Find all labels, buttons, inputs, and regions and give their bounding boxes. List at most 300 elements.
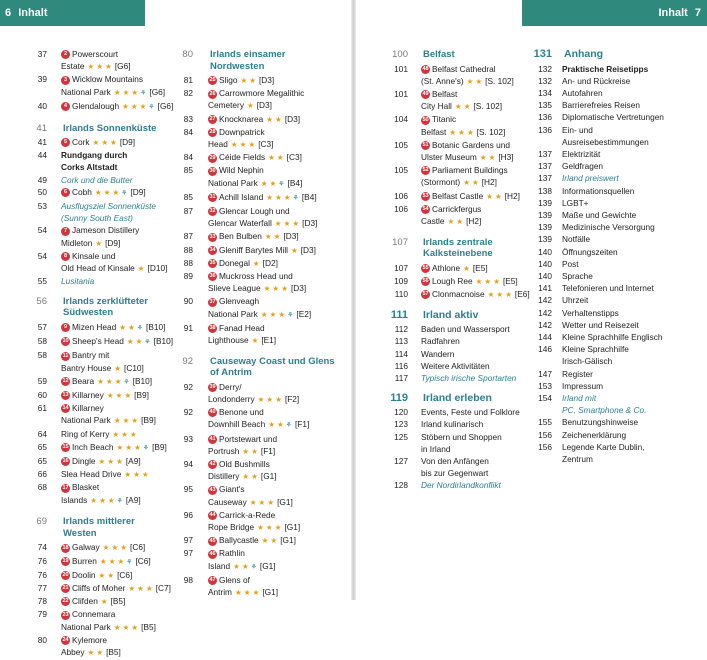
page-header-left	[0, 0, 145, 26]
toc-entry[interactable]	[171, 218, 336, 230]
sight-number-badge: 12	[62, 378, 69, 385]
toc-entry[interactable]	[520, 247, 685, 258]
star-rating-icon: ★	[291, 245, 298, 255]
star-rating-icon: ★	[100, 597, 108, 607]
page-number: 41	[37, 137, 47, 148]
toc-entry[interactable]	[171, 522, 336, 534]
star-rating-icon: ★ ★	[260, 178, 277, 188]
page-number: 57	[37, 321, 47, 332]
page-number: 107	[394, 262, 408, 273]
star-rating-icon: ★ ★ ★	[99, 556, 125, 566]
page-number: 123	[394, 419, 408, 430]
sight-number-badge: 31	[209, 194, 216, 201]
page-number: 58	[37, 350, 47, 361]
entry-title: Cork	[72, 137, 90, 148]
toc-entry[interactable]	[378, 373, 518, 384]
toc-entry[interactable]	[26, 376, 171, 389]
sight-number-badge: 43	[209, 486, 216, 493]
star-rating-icon: ★ ★ ★	[449, 127, 474, 137]
map-grid-reference: [E5]	[472, 262, 488, 273]
entry-title: Island	[208, 560, 231, 571]
toc-entry[interactable]	[171, 407, 336, 418]
page-number: 87	[183, 206, 193, 217]
toc-entry[interactable]	[26, 61, 171, 73]
toc-entry[interactable]	[171, 484, 336, 495]
toc-entry[interactable]	[26, 49, 171, 60]
toc-entry[interactable]	[520, 295, 685, 306]
toc-entry[interactable]	[378, 480, 518, 491]
toc-entry[interactable]	[26, 175, 171, 186]
toc-entry[interactable]	[378, 324, 518, 335]
toc-entry[interactable]	[378, 101, 518, 113]
map-grid-reference: [G1]	[262, 587, 279, 598]
toc-entry[interactable]	[26, 415, 171, 427]
toc-entry[interactable]	[26, 201, 171, 212]
toc-entry[interactable]	[26, 647, 171, 659]
toc-entry[interactable]	[26, 100, 174, 114]
sight-number-badge: 6	[61, 188, 70, 197]
entry-title: Blasket	[72, 482, 100, 493]
page-number: 134	[538, 87, 552, 98]
entry-title: Portstewart und	[219, 433, 278, 444]
toc-entry[interactable]	[171, 394, 336, 406]
toc-entry[interactable]	[520, 308, 685, 319]
toc-entry[interactable]	[520, 430, 685, 441]
star-rating-icon: ★ ★	[242, 446, 258, 456]
toc-entry[interactable]	[26, 390, 171, 402]
toc-entry[interactable]	[26, 263, 171, 275]
sight-number-badge: 17	[62, 484, 69, 491]
toc-entry[interactable]	[520, 259, 685, 270]
entry-title: Wicklow Mountains	[72, 74, 144, 85]
toc-entry[interactable]	[26, 322, 171, 335]
toc-entry[interactable]	[26, 570, 171, 582]
sight-number-badge: 39	[209, 384, 216, 391]
star-rating-icon: ★ ★	[126, 337, 143, 347]
star-rating-icon: ★ ★ ★	[122, 101, 147, 111]
section-heading	[378, 237, 518, 260]
map-grid-reference: [S. 102]	[476, 126, 506, 137]
page-number: 117	[394, 373, 408, 384]
sight-number-badge: 25	[209, 77, 216, 84]
book-gutter	[351, 0, 356, 600]
nature-icon: ⚘	[276, 180, 285, 188]
map-grid-reference: [B10]	[146, 321, 166, 332]
toc-entry[interactable]	[26, 596, 171, 608]
toc-entry[interactable]	[171, 75, 336, 87]
page-number: 156	[538, 429, 552, 440]
page-number: 113	[394, 336, 408, 347]
toc-entry[interactable]	[26, 542, 171, 554]
toc-entry[interactable]	[520, 173, 685, 184]
toc-entry[interactable]	[171, 88, 336, 99]
sight-number-badge: 35	[209, 260, 216, 267]
entry-title: LGBT+	[562, 197, 589, 208]
toc-entry[interactable]	[171, 335, 336, 347]
toc-entry[interactable]	[378, 152, 518, 164]
toc-entry[interactable]	[26, 276, 171, 287]
entry-title: Donegal	[219, 257, 250, 268]
toc-entry[interactable]	[26, 213, 171, 224]
page-number: 79	[37, 609, 47, 620]
star-rating-icon: ★ ★ ★	[102, 543, 128, 553]
toc-entry[interactable]	[171, 231, 336, 243]
star-rating-icon: ★ ★ ★	[113, 87, 139, 97]
toc-entry[interactable]	[378, 432, 518, 443]
toc-entry[interactable]	[171, 283, 336, 295]
toc-entry[interactable]	[520, 234, 685, 245]
page-number: 128	[394, 480, 408, 491]
map-grid-reference: [C6]	[117, 569, 133, 580]
entry-title: PC, Smartphone & Co.	[562, 405, 647, 416]
toc-entry[interactable]	[26, 583, 171, 595]
toc-entry[interactable]	[378, 127, 518, 139]
page-number: 83	[183, 113, 193, 124]
toc-entry[interactable]	[26, 87, 171, 100]
toc-entry[interactable]	[171, 497, 336, 509]
toc-entry[interactable]	[520, 210, 685, 221]
sight-number-badge: 18	[62, 544, 69, 551]
entry-title: (Stormont)	[421, 177, 461, 188]
toc-entry[interactable]	[171, 535, 336, 547]
toc-entry[interactable]	[520, 442, 685, 453]
toc-entry[interactable]	[171, 459, 336, 470]
toc-entry[interactable]	[378, 76, 518, 88]
entry-title: in Irland	[421, 443, 451, 454]
page-number: 97	[183, 535, 193, 546]
toc-entry[interactable]	[520, 417, 685, 428]
toc-entry[interactable]	[171, 206, 336, 217]
entry-title: Wandern	[421, 348, 455, 359]
entry-title: Maße und Gewichte	[562, 209, 637, 220]
entry-title: Lighthouse	[208, 335, 249, 346]
toc-entry[interactable]	[26, 469, 171, 481]
entry-title: National Park	[61, 415, 111, 426]
page-number: 154	[538, 392, 552, 403]
toc-entry[interactable]	[171, 323, 336, 334]
toc-entry[interactable]	[378, 165, 518, 176]
toc-entry[interactable]	[26, 350, 171, 361]
toc-entry[interactable]	[520, 125, 685, 136]
entry-title: National Park	[61, 86, 111, 97]
entry-title: Antrim	[208, 587, 232, 598]
sight-number-badge: 13	[62, 392, 69, 399]
toc-entry[interactable]	[26, 187, 171, 200]
toc-entry[interactable]	[171, 419, 336, 432]
page-number: 94	[183, 458, 193, 469]
map-grid-reference: [B10]	[132, 375, 153, 386]
entry-title: Post	[562, 258, 579, 269]
page-number: 87	[183, 231, 193, 242]
map-grid-reference: [A9]	[125, 455, 141, 466]
toc-entry[interactable]	[26, 482, 171, 493]
section-heading	[26, 123, 171, 135]
toc-entry[interactable]	[378, 89, 518, 100]
toc-entry[interactable]	[520, 198, 685, 209]
page-number: 142	[538, 295, 552, 306]
toc-entry[interactable]	[26, 74, 171, 85]
section-heading	[378, 393, 518, 405]
page-number: 65	[37, 441, 47, 452]
toc-entry[interactable]	[171, 127, 336, 138]
entry-title: Ballycastle	[219, 535, 259, 546]
toc-entry[interactable]	[520, 393, 685, 404]
toc-entry[interactable]	[520, 137, 685, 148]
map-grid-reference: [G1]	[260, 471, 277, 482]
map-grid-reference: [G1]	[284, 522, 301, 532]
toc-entry[interactable]	[26, 137, 171, 149]
toc-entry[interactable]	[378, 336, 518, 347]
toc-entry[interactable]	[378, 444, 518, 455]
entry-title: Rundgang durch	[61, 150, 128, 161]
sight-number-badge: 16	[62, 458, 69, 465]
sight-number-badge: 29	[209, 154, 216, 161]
toc-entry[interactable]	[520, 161, 685, 172]
map-grid-reference: [G6]	[149, 86, 166, 97]
toc-entry[interactable]	[171, 510, 336, 521]
toc-entry[interactable]	[26, 429, 171, 441]
toc-entry[interactable]	[171, 471, 336, 483]
star-rating-icon: ★ ★	[240, 76, 256, 85]
star-rating-icon: ★ ★	[264, 232, 281, 242]
entry-title: Zentrum	[562, 454, 593, 464]
star-rating-icon: ★	[95, 238, 103, 248]
page-number: 84	[183, 126, 193, 137]
toc-entry[interactable]	[520, 320, 685, 331]
nature-icon: ⚘	[142, 339, 151, 347]
toc-entry[interactable]	[26, 622, 171, 634]
entry-title: Irisch-Gälisch	[562, 356, 613, 367]
map-grid-reference: [E6]	[514, 289, 530, 300]
entry-title: Benone und	[219, 407, 264, 418]
page-number: 55	[37, 276, 47, 287]
page-number: 58	[37, 336, 47, 347]
star-rating-icon: ★	[137, 264, 145, 274]
map-grid-reference: [D3]	[290, 283, 307, 294]
entry-title: Old Bushmills	[219, 458, 270, 469]
toc-entry[interactable]	[520, 186, 685, 197]
nature-icon: ⚘	[138, 89, 147, 97]
toc-entry[interactable]	[26, 556, 171, 569]
sight-number-badge: 55	[422, 264, 429, 271]
toc-entry[interactable]	[520, 88, 685, 99]
map-grid-reference: [B5]	[141, 621, 156, 632]
page-number: 64	[37, 428, 47, 439]
page-number: 100	[392, 49, 408, 60]
toc-entry[interactable]	[171, 296, 336, 307]
map-grid-reference: [A9]	[125, 494, 141, 505]
toc-entry[interactable]	[378, 191, 518, 203]
toc-entry[interactable]	[171, 561, 336, 574]
sight-number-badge: 33	[209, 233, 216, 240]
page-number: 104	[394, 114, 408, 125]
entry-title: Castle	[421, 215, 445, 226]
entry-title: Diplomatische Vertretungen	[562, 112, 664, 123]
page-number: 110	[394, 289, 408, 300]
toc-entry[interactable]	[378, 263, 518, 275]
toc-entry[interactable]	[520, 454, 685, 465]
section-title: Irlands einsamer Nordwesten	[210, 49, 286, 72]
toc-entry[interactable]	[26, 162, 171, 173]
toc-entry[interactable]	[171, 575, 336, 586]
entry-title: Impressum	[562, 380, 604, 391]
toc-entry[interactable]	[26, 456, 171, 468]
entry-title: Glencar Lough und	[219, 206, 290, 217]
toc-entry[interactable]	[171, 100, 336, 112]
map-grid-reference: [G6]	[157, 100, 174, 111]
toc-entry[interactable]	[26, 609, 171, 620]
toc-entry[interactable]	[171, 548, 336, 559]
toc-entry[interactable]	[378, 64, 518, 75]
toc-entry[interactable]	[171, 152, 336, 164]
toc-entry[interactable]	[171, 382, 336, 393]
section-heading	[520, 49, 685, 61]
toc-entry[interactable]	[26, 336, 174, 349]
toc-entry[interactable]	[378, 407, 518, 418]
toc-entry[interactable]	[26, 238, 171, 250]
toc-entry[interactable]	[171, 114, 336, 126]
toc-entry[interactable]	[26, 150, 171, 161]
toc-entry[interactable]	[171, 587, 336, 599]
toc-entry[interactable]	[520, 64, 685, 75]
toc-entry[interactable]	[26, 442, 171, 455]
sight-number-badge: 44	[209, 512, 216, 519]
entry-title: Uhrzeit	[562, 295, 589, 306]
toc-entry[interactable]	[378, 276, 518, 288]
sight-number-badge: 10	[62, 338, 69, 345]
page-number: 105	[394, 165, 408, 176]
entry-title: Inch Beach	[72, 441, 114, 452]
entry-title: (St. Anne's)	[421, 75, 464, 86]
page-number: 82	[183, 88, 193, 99]
toc-entry[interactable]	[520, 344, 685, 355]
entry-title: Londonderry	[208, 393, 255, 404]
toc-entry[interactable]	[26, 251, 171, 262]
page-number: 74	[37, 542, 47, 553]
page-number: 114	[394, 348, 408, 359]
toc-entry[interactable]	[171, 446, 336, 458]
toc-entry[interactable]	[520, 283, 685, 294]
sight-number-badge: 32	[209, 208, 216, 215]
sight-number-badge: 27	[209, 115, 216, 122]
entry-title: Giant's	[219, 484, 245, 495]
star-rating-icon: ★	[246, 101, 254, 111]
star-rating-icon: ★ ★	[98, 570, 115, 580]
nature-icon: ⚘	[119, 189, 128, 197]
sight-number-badge: 52	[422, 167, 429, 174]
toc-entry[interactable]	[26, 495, 171, 508]
toc-entry[interactable]	[378, 419, 518, 430]
toc-entry[interactable]	[171, 309, 336, 322]
map-grid-reference: [B9]	[134, 389, 149, 400]
entry-title: City Hall	[421, 101, 452, 112]
page-number-left: 6	[5, 7, 12, 19]
entry-title: Burren	[72, 555, 97, 566]
section-heading	[378, 49, 518, 61]
page-number: 106	[394, 190, 408, 201]
toc-entry[interactable]	[378, 456, 518, 467]
entry-title: (Sunny South East)	[61, 213, 133, 224]
section-title: Irland erleben	[423, 391, 492, 404]
toc-entry[interactable]	[171, 165, 336, 176]
toc-entry[interactable]	[171, 178, 336, 191]
entry-title: Legende Karte Dublin,	[562, 441, 645, 452]
toc-entry[interactable]	[171, 271, 336, 282]
toc-entry[interactable]	[378, 361, 518, 372]
toc-entry[interactable]	[520, 149, 685, 160]
toc-entry[interactable]	[520, 112, 685, 123]
toc-entry[interactable]	[171, 192, 336, 205]
page-number: 77	[37, 582, 47, 593]
toc-entry[interactable]	[171, 139, 336, 151]
map-grid-reference: [D10]	[147, 263, 168, 274]
toc-entry[interactable]	[520, 76, 685, 87]
toc-entry[interactable]	[171, 434, 336, 445]
nature-icon: ⚘	[114, 497, 123, 505]
sight-number-badge: 45	[209, 537, 216, 544]
star-rating-icon: ★ ★ ★	[234, 588, 260, 598]
toc-entry[interactable]	[378, 289, 530, 301]
toc-entry[interactable]	[378, 140, 518, 151]
entry-title: Fanad Head	[219, 322, 265, 333]
toc-entry[interactable]	[520, 332, 685, 343]
entry-title: Old Head of Kinsale	[61, 263, 135, 274]
nature-icon: ⚘	[248, 563, 257, 571]
toc-entry[interactable]	[26, 363, 171, 375]
toc-entry[interactable]	[520, 271, 685, 282]
toc-entry[interactable]	[378, 177, 518, 189]
entry-title: Bantry House	[61, 362, 112, 373]
entry-title: Belfast Castle	[432, 190, 484, 201]
page-number: 106	[394, 203, 408, 214]
toc-entry[interactable]	[171, 258, 336, 270]
toc-entry[interactable]	[520, 100, 685, 111]
toc-entry[interactable]	[378, 468, 518, 479]
map-grid-reference: [D3]	[256, 100, 272, 111]
star-rating-icon: ★ ★ ★	[266, 192, 291, 202]
map-grid-reference: [F1]	[294, 419, 310, 430]
toc-entry[interactable]	[378, 216, 518, 228]
toc-entry[interactable]	[26, 225, 171, 236]
toc-entry[interactable]	[520, 356, 685, 367]
entry-title: Kylemore	[72, 634, 108, 645]
entry-title: Typisch irische Sportarten	[421, 373, 517, 384]
star-rating-icon: ★	[251, 336, 259, 346]
entry-title: Abbey	[61, 646, 85, 657]
toc-entry[interactable]	[520, 381, 685, 392]
entry-title: Jameson Distillery	[72, 225, 140, 236]
map-grid-reference: [E5]	[502, 275, 518, 286]
section-title: Belfast	[423, 49, 455, 60]
star-rating-icon: ★ ★ ★	[257, 523, 282, 532]
map-grid-reference: [H2]	[466, 215, 482, 226]
entry-title: Ausflugsziel Sonnenküste	[61, 201, 157, 212]
page-number: 76	[37, 569, 47, 580]
toc-entry[interactable]	[171, 245, 336, 257]
toc-entry[interactable]	[378, 349, 518, 360]
page-number: 125	[394, 431, 408, 442]
toc-entry[interactable]	[520, 405, 685, 416]
toc-entry[interactable]	[520, 369, 685, 380]
sight-number-badge: 3	[61, 76, 70, 85]
toc-entry[interactable]	[378, 114, 518, 125]
toc-entry[interactable]	[378, 204, 518, 215]
toc-entry[interactable]	[26, 635, 171, 646]
star-rating-icon: ★ ★	[486, 191, 502, 201]
toc-entry[interactable]	[520, 222, 685, 233]
toc-entry[interactable]	[26, 403, 171, 414]
entry-title: Barrierefreies Reisen	[562, 100, 640, 111]
